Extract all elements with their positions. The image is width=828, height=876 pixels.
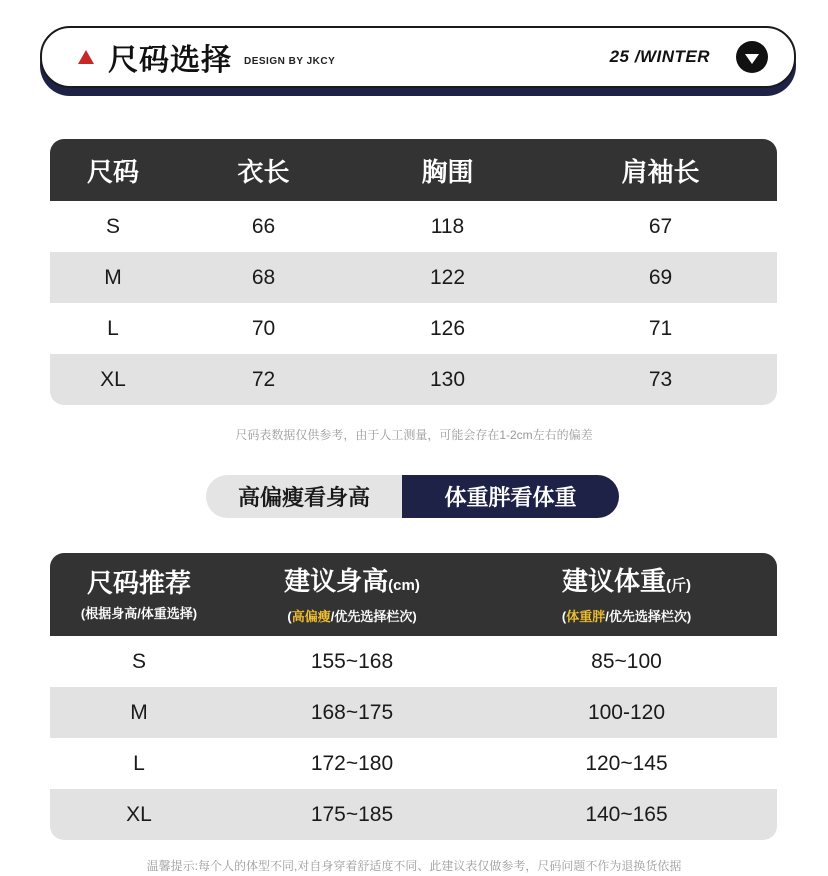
cell-size: M [130, 700, 148, 724]
cell-length: 68 [251, 265, 276, 289]
cell-sleeve: 67 [648, 214, 673, 238]
table-row [50, 636, 777, 687]
header-size-recommend [50, 553, 228, 636]
cell-height: 175~185 [310, 802, 394, 826]
season-label: 25 /WINTER [609, 47, 710, 66]
cell-height: 155~168 [310, 649, 394, 673]
design-credit: DESIGN BY JKCY [244, 55, 336, 67]
header-size-recommend-sub: (根据身高/体重选择) [80, 606, 198, 621]
cell-height: 172~180 [310, 751, 394, 775]
cell-weight: 100-120 [587, 700, 666, 724]
recommend-table-note: 温馨提示:每个人的体型不同,对自身穿着舒适度不同、此建议表仅做参考，尺码问题不作为退换货依据 [146, 859, 682, 873]
header-sleeve: 肩袖长 [621, 156, 700, 187]
cell-weight: 85~100 [591, 649, 662, 673]
cell-size: M [104, 265, 122, 289]
table-row [50, 687, 777, 738]
table-row [50, 252, 777, 303]
cell-size: S [105, 214, 120, 238]
header-height-unit: (cm) [388, 576, 420, 594]
cell-sleeve: 71 [648, 316, 673, 340]
table-row [50, 738, 777, 789]
size-table-header [50, 139, 777, 201]
cell-sleeve: 73 [648, 367, 673, 391]
header-height-sub [287, 606, 416, 625]
cell-chest: 130 [429, 367, 466, 391]
header-size-recommend-title: 尺码推荐 [86, 568, 191, 598]
header-height-title [284, 565, 420, 602]
cell-weight: 140~165 [585, 802, 668, 826]
cell-chest: 126 [429, 316, 466, 340]
cell-height: 168~175 [310, 700, 394, 724]
recommend-toggle[interactable] [206, 475, 619, 518]
cell-weight: 120~145 [585, 751, 668, 775]
cell-size: L [107, 316, 119, 340]
triangle-icon [78, 50, 94, 64]
highlight-text: 高偏瘦 [291, 608, 331, 624]
header-weight-sub [562, 606, 691, 625]
paren-open: ( [287, 608, 292, 624]
size-table-note: 尺码表数据仅供参考，由于人工测量，可能会存在1-2cm左右的偏差 [235, 428, 593, 442]
recommend-table [50, 553, 777, 840]
header-height-text: 建议身高 [284, 565, 389, 596]
header-weight [476, 553, 777, 636]
size-table [50, 139, 777, 405]
sub-rest: /优先选择栏次) [330, 608, 417, 624]
recommend-table-header [50, 553, 777, 636]
page-title: 尺码选择 [108, 44, 232, 77]
cell-length: 66 [251, 214, 276, 238]
highlight-text: 体重胖 [566, 608, 606, 624]
cell-sleeve: 69 [648, 265, 673, 289]
header-banner [40, 26, 796, 88]
cell-size: L [133, 751, 145, 775]
header-weight-title [562, 565, 691, 602]
cell-size: XL [126, 802, 152, 826]
table-row [50, 354, 777, 405]
table-row [50, 303, 777, 354]
table-row [50, 789, 777, 840]
toggle-height-option[interactable]: 高偏瘦看身高 [206, 475, 402, 518]
cell-chest: 118 [430, 214, 465, 238]
cell-size: S [131, 649, 146, 673]
toggle-weight-option[interactable]: 体重胖看体重 [402, 475, 619, 518]
sub-rest: /优先选择栏次) [605, 608, 692, 624]
table-row [50, 201, 777, 252]
paren-open: ( [561, 608, 567, 624]
header-weight-text: 建议体重 [561, 565, 666, 596]
header-length: 衣长 [237, 156, 290, 187]
cell-chest: 122 [429, 265, 466, 289]
cell-length: 72 [251, 367, 276, 391]
header-height [228, 553, 476, 636]
header-weight-unit: (斤) [666, 576, 691, 594]
header-chest: 胸围 [421, 156, 474, 187]
chevron-down-icon[interactable] [736, 41, 768, 73]
cell-length: 70 [251, 316, 276, 340]
cell-size: XL [100, 367, 126, 391]
header-size: 尺码 [86, 156, 139, 187]
